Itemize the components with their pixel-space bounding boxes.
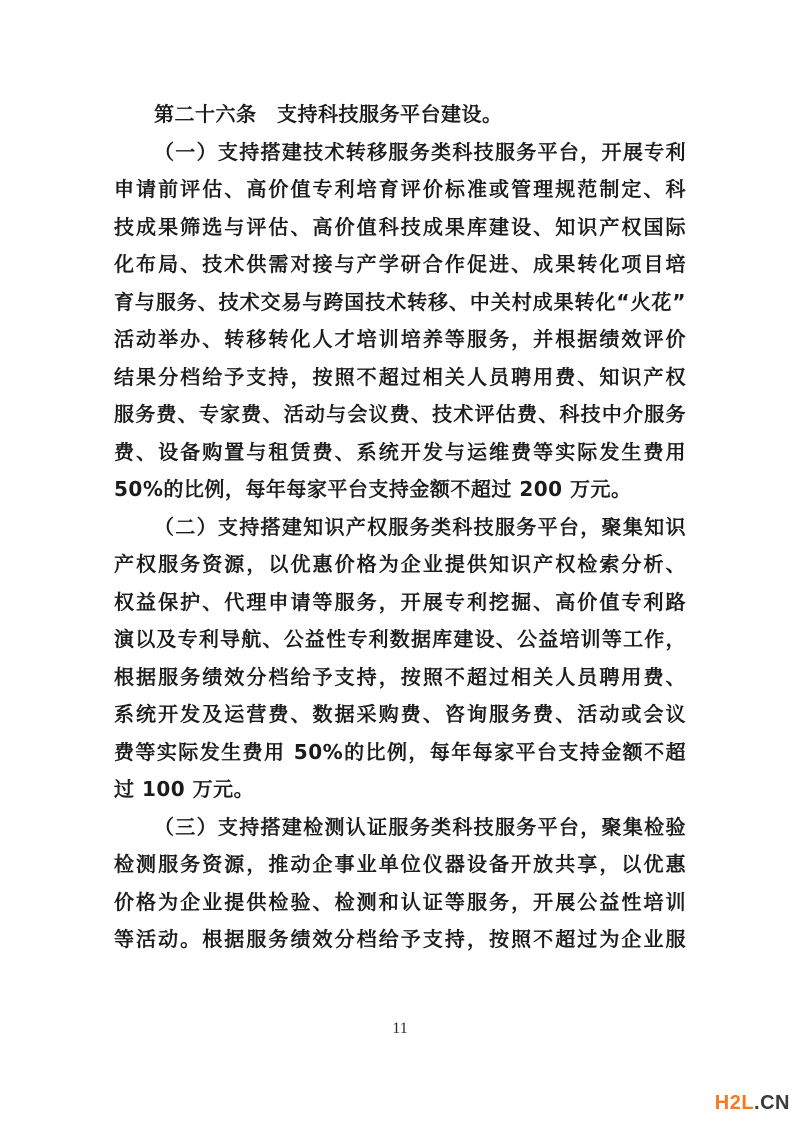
paragraph-1-line-6: 活动举办、转移转化人才培训培养等服务，并根据绩效评价 xyxy=(114,327,686,351)
paragraph-1-line-2: 申请前评估、高价值专利培育评价标准或管理规范制定、科 xyxy=(114,177,686,201)
watermark-suffix-text: .CN xyxy=(754,1092,790,1114)
paragraph-2-line-7: 费等实际发生费用 50%的比例，每年每家平台支持金额不超 xyxy=(114,739,686,764)
paragraph-3-line-2: 检测服务资源，推动企事业单位仪器设备开放共享，以优惠 xyxy=(114,852,686,876)
paragraph-2-line-2: 产权服务资源，以优惠价格为企业提供知识产权检索分析、 xyxy=(114,552,686,576)
paragraph-1-line-10: 50%的比例，每年每家平台支持金额不超过 200 万元。 xyxy=(114,477,632,501)
page-number: 11 xyxy=(392,1020,408,1037)
paragraph-3-line-4: 等活动。根据服务绩效分档给予支持，按照不超过为企业服 xyxy=(114,927,686,951)
document-body xyxy=(114,96,686,959)
paragraph-1-line-9: 费、设备购置与租赁费、系统开发与运维费等实际发生费用 xyxy=(114,439,686,464)
paragraph-2-line-4: 演以及专利导航、公益性专利数据库建设、公益培训等工作， xyxy=(114,627,686,651)
paragraph-1-line-1: （一）支持搭建技术转移服务类科技服务平台，开展专利 xyxy=(154,139,686,164)
watermark-brand-text: H2L xyxy=(714,1092,755,1114)
paragraph-2-line-3: 权益保护、代理申请等服务，开展专利挖掘、高价值专利路 xyxy=(114,589,686,614)
paragraph-3-line-1: （三）支持搭建检测认证服务类科技服务平台，聚集检验 xyxy=(154,814,686,839)
paragraph-1-line-4: 化布局、技术供需对接与产学研合作促进、成果转化项目培 xyxy=(114,252,686,276)
paragraph-2-line-8: 过 100 万元。 xyxy=(114,777,255,801)
paragraph-2-line-6: 系统开发及运营费、数据采购费、咨询服务费、活动或会议 xyxy=(114,702,686,726)
paragraph-1-line-3: 技成果筛选与评估、高价值科技成果库建设、知识产权国际 xyxy=(114,214,686,239)
paragraph-1-line-8: 服务费、专家费、活动与会议费、技术评估费、科技中介服务 xyxy=(114,402,686,426)
paragraph-1-line-5: 育与服务、技术交易与跨国技术转移、中关村成果转化“火花” xyxy=(114,289,686,314)
paragraph-2-line-5: 根据服务绩效分档给予支持，按照不超过相关人员聘用费、 xyxy=(114,664,686,689)
article-heading: 第二十六条 支持科技服务平台建设。 xyxy=(154,102,503,126)
paragraph-3-line-3: 价格为企业提供检验、检测和认证等服务，开展公益性培训 xyxy=(114,889,686,914)
watermark xyxy=(715,1092,790,1115)
paragraph-1-line-7: 结果分档给予支持，按照不超过相关人员聘用费、知识产权 xyxy=(114,364,686,389)
paragraph-2-line-1: （二）支持搭建知识产权服务类科技服务平台，聚集知识 xyxy=(154,514,686,539)
